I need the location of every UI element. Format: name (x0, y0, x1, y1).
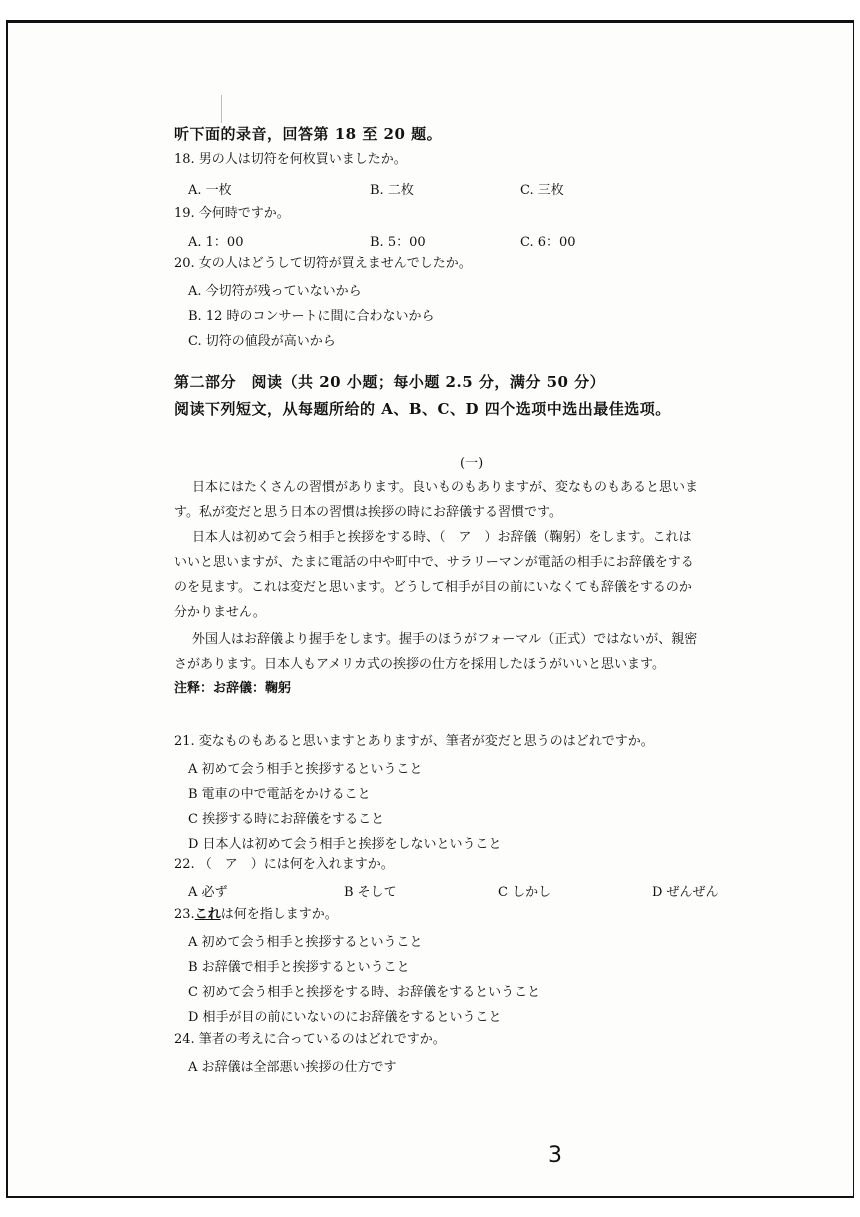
q22-option-a: A 必ず (188, 885, 228, 900)
question-18: 18. 男の人は切符を何枚買いましたか。 (174, 152, 407, 167)
passage-p1-line2: す。私が変だと思う日本の習慣は挨拶の時にお辞儀する習慣です。 (174, 505, 562, 520)
passage-p2-line1: 日本人は初めて会う相手と挨拶をする時、（ ア ）お辞儀（鞠躬）をします。これは (192, 530, 692, 545)
question-21: 21. 変なものもあると思いますとありますが、筆者が変だと思うのはどれですか。 (174, 734, 654, 749)
q23-option-d: D 相手が目の前にいないのにお辞儀をするということ (188, 1010, 502, 1025)
passage-p1-line1: 日本にはたくさんの習慣があります。良いものもありますが、変なものもあると思いま (192, 480, 698, 495)
q21-option-a: A 初めて会う相手と挨拶するということ (188, 762, 423, 777)
q21-option-c: C 挨拶する時にお辞儀をすること (188, 812, 385, 827)
passage-p3-line2: さがあります。日本人もアメリカ式の挨拶の仕方を採用したほうがいいと思います。 (174, 657, 666, 672)
exam-page (6, 20, 854, 1198)
q20-option-c: C. 切符の値段が高いから (188, 334, 336, 349)
page-number: 3 (548, 1143, 562, 1168)
q22-option-b: B そして (344, 885, 397, 900)
q18-option-b: B. 二枚 (370, 183, 414, 198)
listening-heading: 听下面的录音，回答第 18 至 20 题。 (174, 125, 443, 143)
q19-option-b: B. 5：00 (370, 235, 426, 250)
passage-p2-line4: 分かりません。 (174, 605, 266, 620)
q20-option-b: B. 12 時のコンサートに間に合わないから (188, 309, 435, 324)
passage-p3-line1: 外国人はお辞儀より握手をします。握手のほうがフォーマル（正式）ではないが、親密 (192, 632, 698, 647)
q23-option-a: A 初めて会う相手と挨拶するということ (188, 935, 423, 950)
question-24: 24. 筆者の考えに合っているのはどれですか。 (174, 1032, 446, 1047)
question-20: 20. 女の人はどうして切符が買えませんでしたか。 (174, 256, 472, 271)
passage-number: (一) (460, 456, 484, 471)
question-23-underlined-word: これ (194, 907, 221, 922)
q18-option-a: A. 一枚 (188, 183, 232, 198)
q20-option-a: A. 今切符が残っていないから (188, 284, 362, 299)
q21-option-b: B 電車の中で電話をかけること (188, 787, 371, 802)
question-19: 19. 今何時ですか。 (174, 206, 290, 221)
passage-p2-line2: いいと思いますが、たまに電話の中や町中で、サラリーマンが電話の相手にお辞儀をする (174, 555, 694, 570)
question-23-text: は何を指しますか。 (220, 907, 338, 922)
q19-option-a: A. 1：00 (188, 235, 244, 250)
question-23-number: 23. (174, 907, 195, 922)
q18-option-c: C. 三枚 (520, 183, 564, 198)
q22-option-d: D ぜんぜん (652, 885, 719, 900)
q24-option-a: A お辞儀は全部悪い挨拶の仕方です (188, 1060, 397, 1075)
q21-option-d: D 日本人は初めて会う相手と挨拶をしないということ (188, 837, 502, 852)
passage-note: 注释：お辞儀：鞠躬 (174, 681, 292, 696)
scan-mark (221, 95, 222, 123)
question-22: 22. （ ア ）には何を入れますか。 (174, 857, 394, 872)
q23-option-c: C 初めて会う相手と挨拶をする時、お辞儀をするということ (188, 985, 541, 1000)
part2-title: 第二部分 阅读（共 20 小题；每小题 2.5 分，满分 50 分） (174, 373, 606, 391)
q22-option-c: C しかし (498, 885, 552, 900)
question-23 (174, 906, 338, 924)
part2-instruction: 阅读下列短文，从每题所给的 A、B、C、D 四个选项中选出最佳选项。 (174, 400, 671, 418)
passage-p2-line3: のを見ます。これは変だと思います。どうして相手が目の前にいなくても辞儀をするのか (174, 580, 692, 595)
q19-option-c: C. 6：00 (520, 235, 576, 250)
q23-option-b: B お辞儀で相手と挨拶するということ (188, 960, 410, 975)
